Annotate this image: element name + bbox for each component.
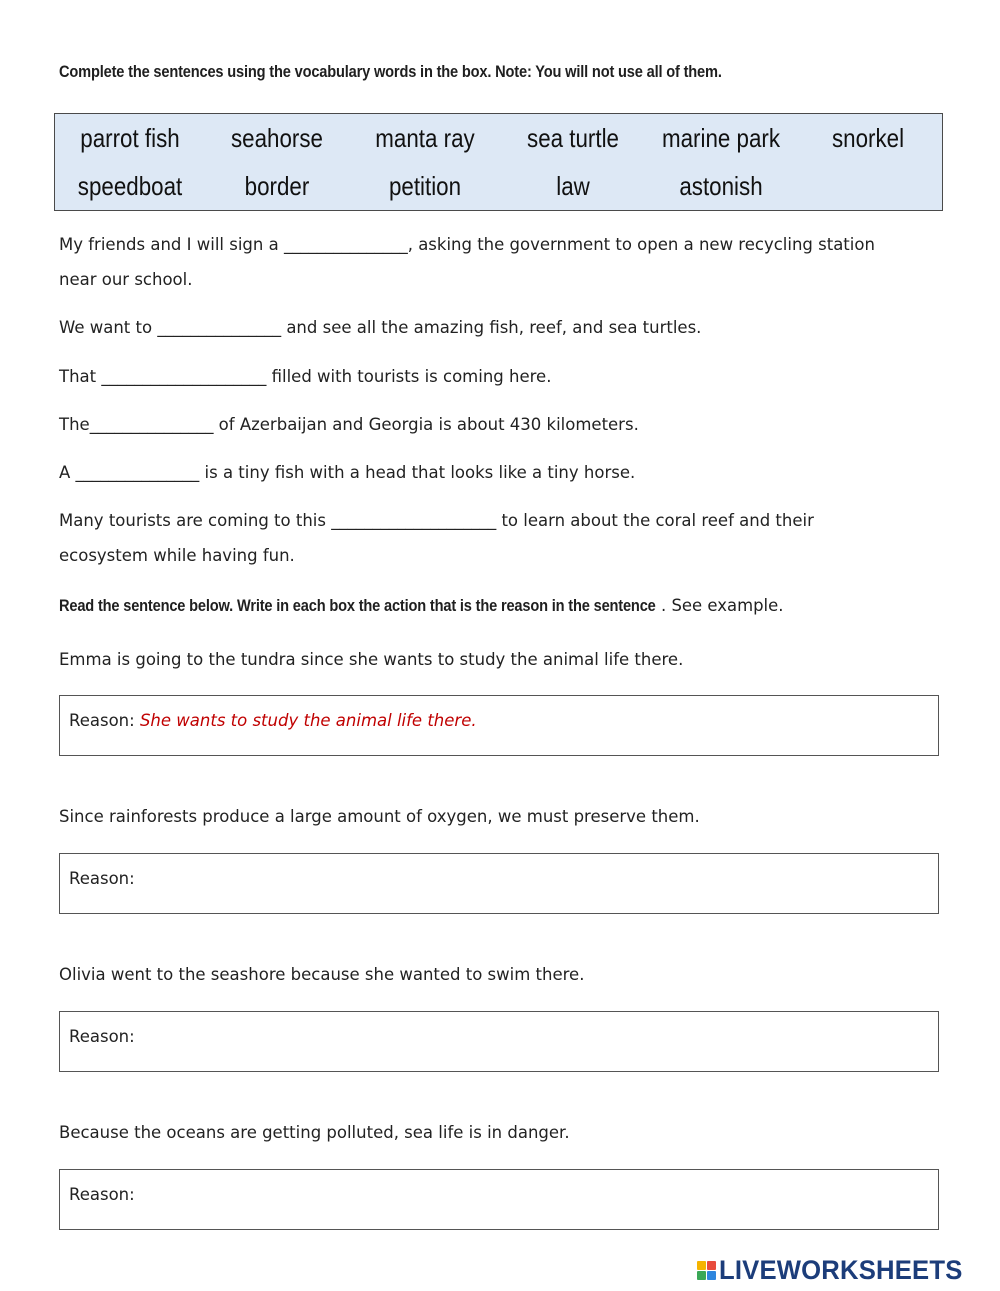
reason-label: Reason: (69, 869, 135, 888)
reason-sentence-4: Because the oceans are getting polluted, sea life is in danger. (59, 1123, 570, 1142)
word-marine-park: marine park (661, 123, 781, 153)
reason-label: Reason: (69, 1185, 135, 1204)
word-parrot-fish: parrot fish (80, 123, 180, 153)
fill-sentence-4: The_______________ of Azerbaijan and Georgia is about 430 kilometers. (59, 415, 639, 434)
fill-sentence-3: That ____________________ filled with tourists is coming here. (59, 367, 552, 386)
liveworksheets-logo (697, 1254, 975, 1286)
word-petition: petition (388, 171, 462, 201)
liveworksheets-logo-icon (697, 1261, 716, 1280)
word-seahorse: seahorse (231, 123, 323, 153)
instruction-reason-bold: Read the sentence below. Write in each box the action that is the reason in the sentence (59, 596, 656, 615)
fill-sentence-6: Many tourists are coming to this ____________________ to learn about the coral reef and their (59, 511, 814, 530)
logo-square-1 (697, 1261, 706, 1270)
instruction-vocab: Complete the sentences using the vocabulary words in the box. Note: You will not use all of them. (59, 62, 722, 81)
logo-square-2 (707, 1261, 716, 1270)
reason-label: Reason: She wants to study the animal life there. (69, 711, 477, 730)
instruction-reason-tail: . See example. (660, 596, 784, 615)
fill-sentence-2: We want to _______________ and see all the amazing fish, reef, and sea turtles. (59, 318, 702, 337)
reason-sentence-2: Since rainforests produce a large amount of oxygen, we must preserve them. (59, 807, 700, 826)
word-law: law (556, 171, 590, 201)
reason-label: Reason: (69, 1027, 135, 1046)
word-snorkel: snorkel (831, 123, 905, 153)
logo-square-3 (697, 1271, 706, 1280)
logo-text: LIVEWORKSHEETS (719, 1254, 963, 1285)
word-astonish: astonish (679, 171, 763, 201)
reason-answer-box-1[interactable] (59, 695, 939, 756)
reason-answer-box-3[interactable] (59, 1011, 939, 1072)
fill-sentence-1: My friends and I will sign a _______________, asking the government to open a new recycling station (59, 235, 875, 254)
word-border: border (244, 171, 310, 201)
reason-sentence-3: Olivia went to the seashore because she wanted to swim there. (59, 965, 585, 984)
reason-answer-box-2[interactable] (59, 853, 939, 914)
example-answer: She wants to study the animal life there. (139, 711, 477, 730)
reason-sentence-1: Emma is going to the tundra since she wants to study the animal life there. (59, 650, 684, 669)
fill-sentence-1-cont: near our school. (59, 270, 193, 289)
logo-square-4 (707, 1271, 716, 1280)
word-sea-turtle: sea turtle (527, 123, 619, 153)
word-manta-ray: manta ray (375, 123, 475, 153)
fill-sentence-6-cont: ecosystem while having fun. (59, 546, 295, 565)
vocabulary-word-box (54, 113, 943, 211)
fill-sentence-5: A _______________ is a tiny fish with a head that looks like a tiny horse. (59, 463, 636, 482)
reason-answer-box-4[interactable] (59, 1169, 939, 1230)
word-speedboat: speedboat (77, 171, 183, 201)
instruction-reason (59, 596, 784, 616)
